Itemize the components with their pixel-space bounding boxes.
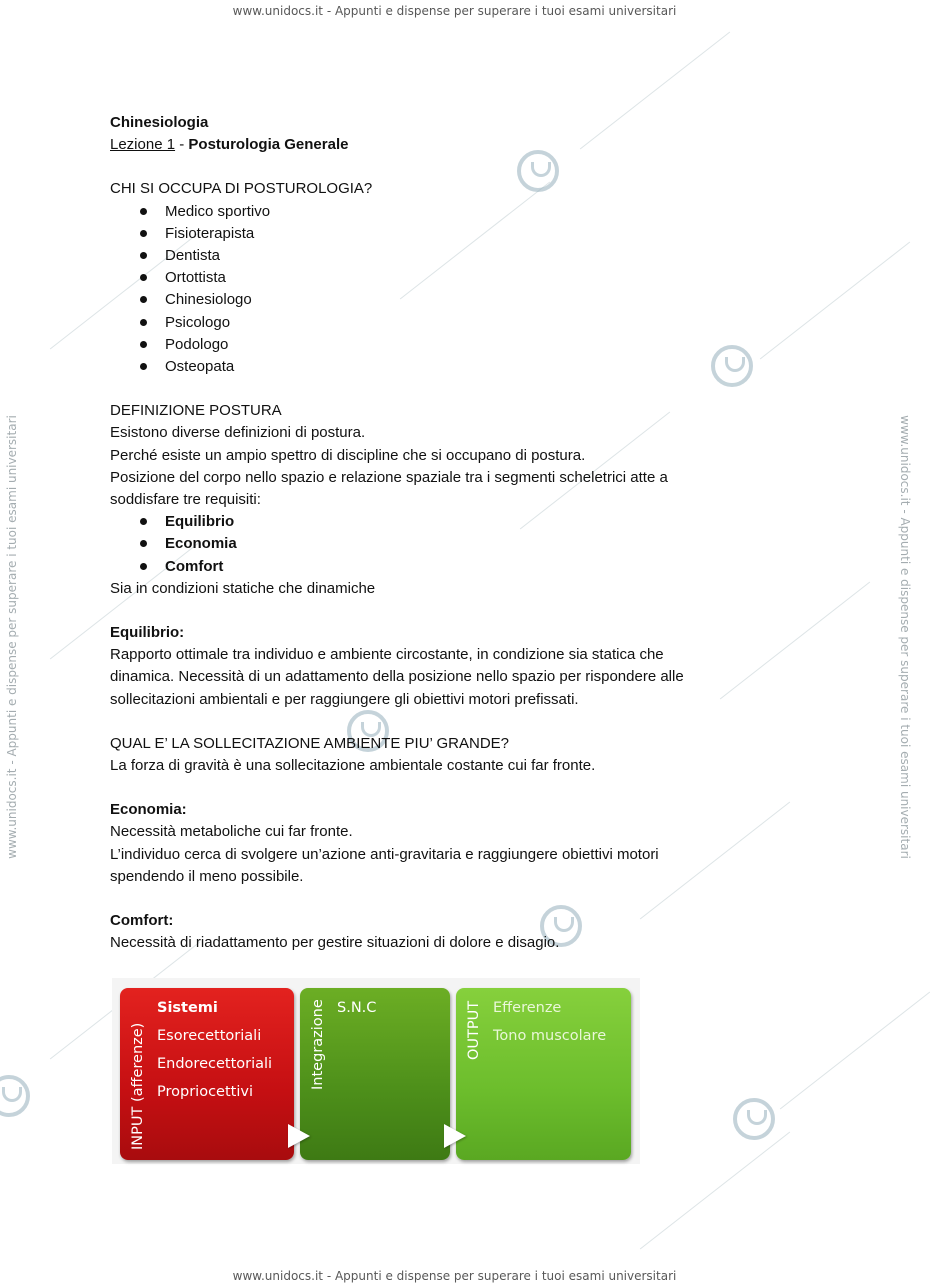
doc-title: Chinesiologia <box>110 114 209 131</box>
list-item: Economia <box>110 533 770 555</box>
paragraph-line: soddisfare tre requisiti: <box>110 491 261 509</box>
integration-box <box>300 988 450 1160</box>
input-box <box>120 988 294 1160</box>
list-item: Medico sportivo <box>110 201 770 223</box>
paragraph-line: Necessità metaboliche cui far fronte. <box>110 823 353 841</box>
posture-process-diagram <box>112 978 640 1164</box>
section-heading: QUAL E’ LA SOLLECITAZIONE AMBIENTE PIU’ GRANDE? <box>110 734 509 752</box>
section-heading: Equilibrio: <box>110 624 185 642</box>
paragraph-line: Rapporto ottimale tra individuo e ambiente circostante, in condizione sia statica che <box>110 646 664 664</box>
watermark-side-right: www.unidocs.it - Appunti e dispense per superare i tuoi esami universitari <box>897 415 912 859</box>
box-item: Sistemi <box>157 1000 218 1016</box>
list-item: Psicologo <box>110 312 770 334</box>
paragraph-line: sollecitazioni ambientali e per raggiungere gli obiettivi motori prefissati. <box>110 690 579 708</box>
integration-label: Integrazione <box>310 999 326 1090</box>
box-item: Propriocettivi <box>157 1084 253 1100</box>
watermark-footer: www.unidocs.it - Appunti e dispense per superare i tuoi esami universitari <box>232 1269 677 1283</box>
box-item: S.N.C <box>337 1000 377 1016</box>
watermark-header: www.unidocs.it - Appunti e dispense per superare i tuoi esami universitari <box>232 4 677 18</box>
paragraph-line: Necessità di riadattamento per gestire situazioni di dolore e disagio. <box>110 934 560 952</box>
requirements-list <box>110 511 770 578</box>
list-item: Podologo <box>110 334 770 356</box>
box-item: Esorecettoriali <box>157 1028 262 1044</box>
section-heading: DEFINIZIONE POSTURA <box>110 402 282 420</box>
paragraph-line: L’individuo cerca di svolgere un’azione anti-gravitaria e raggiungere obiettivi motori <box>110 845 659 863</box>
lesson-heading <box>110 134 770 156</box>
list-item: Equilibrio <box>110 511 770 533</box>
input-label: INPUT (afferenze) <box>130 1022 146 1150</box>
watermark-diagonal <box>760 242 910 360</box>
document-body <box>110 112 770 955</box>
section-heading: Comfort: <box>110 912 174 930</box>
watermark-logo-icon <box>0 1075 30 1117</box>
paragraph-line: Esistono diverse definizioni di postura. <box>110 424 366 442</box>
paragraph-line: La forza di gravità è una sollecitazione ambientale costante cui far fronte. <box>110 757 596 775</box>
watermark-diagonal <box>780 992 930 1110</box>
section-heading: CHI SI OCCUPA DI POSTUROLOGIA? <box>110 180 373 198</box>
paragraph-line: Posizione del corpo nello spazio e relazione spaziale tra i segmenti scheletrici atte a <box>110 468 668 486</box>
list-item: Fisioterapista <box>110 223 770 245</box>
output-box <box>456 988 631 1160</box>
lesson-title: Posturologia Generale <box>188 136 349 154</box>
watermark-diagonal <box>640 1132 790 1250</box>
lesson-separator: - <box>175 136 189 154</box>
watermark-logo-icon <box>733 1098 775 1140</box>
watermark-side-left: www.unidocs.it - Appunti e dispense per superare i tuoi esami universitari <box>4 415 19 859</box>
section-heading: Economia: <box>110 801 187 819</box>
list-item: Ortottista <box>110 267 770 289</box>
input-items <box>157 994 272 1106</box>
lesson-link[interactable]: Lezione 1 <box>110 136 176 154</box>
list-item: Dentista <box>110 245 770 267</box>
box-item: Tono muscolare <box>493 1028 607 1044</box>
arrow-right-icon <box>288 1124 310 1148</box>
arrow-right-icon <box>444 1124 466 1148</box>
paragraph-line: Perché esiste un ampio spettro di discipline che si occupano di postura. <box>110 446 586 464</box>
professions-list <box>110 201 770 379</box>
paragraph-line: Sia in condizioni statiche che dinamiche <box>110 579 376 597</box>
box-item: Endorecettoriali <box>157 1056 273 1072</box>
box-item: Efferenze <box>493 1000 562 1016</box>
list-item: Comfort <box>110 556 770 578</box>
output-label: OUTPUT <box>466 1000 482 1060</box>
output-items <box>493 994 606 1050</box>
list-item: Chinesiologo <box>110 289 770 311</box>
integration-items <box>337 994 376 1022</box>
paragraph-line: dinamica. Necessità di un adattamento della posizione nello spazio per rispondere alle <box>110 668 684 686</box>
list-item: Osteopata <box>110 356 770 378</box>
paragraph-line: spendendo il meno possibile. <box>110 867 304 885</box>
